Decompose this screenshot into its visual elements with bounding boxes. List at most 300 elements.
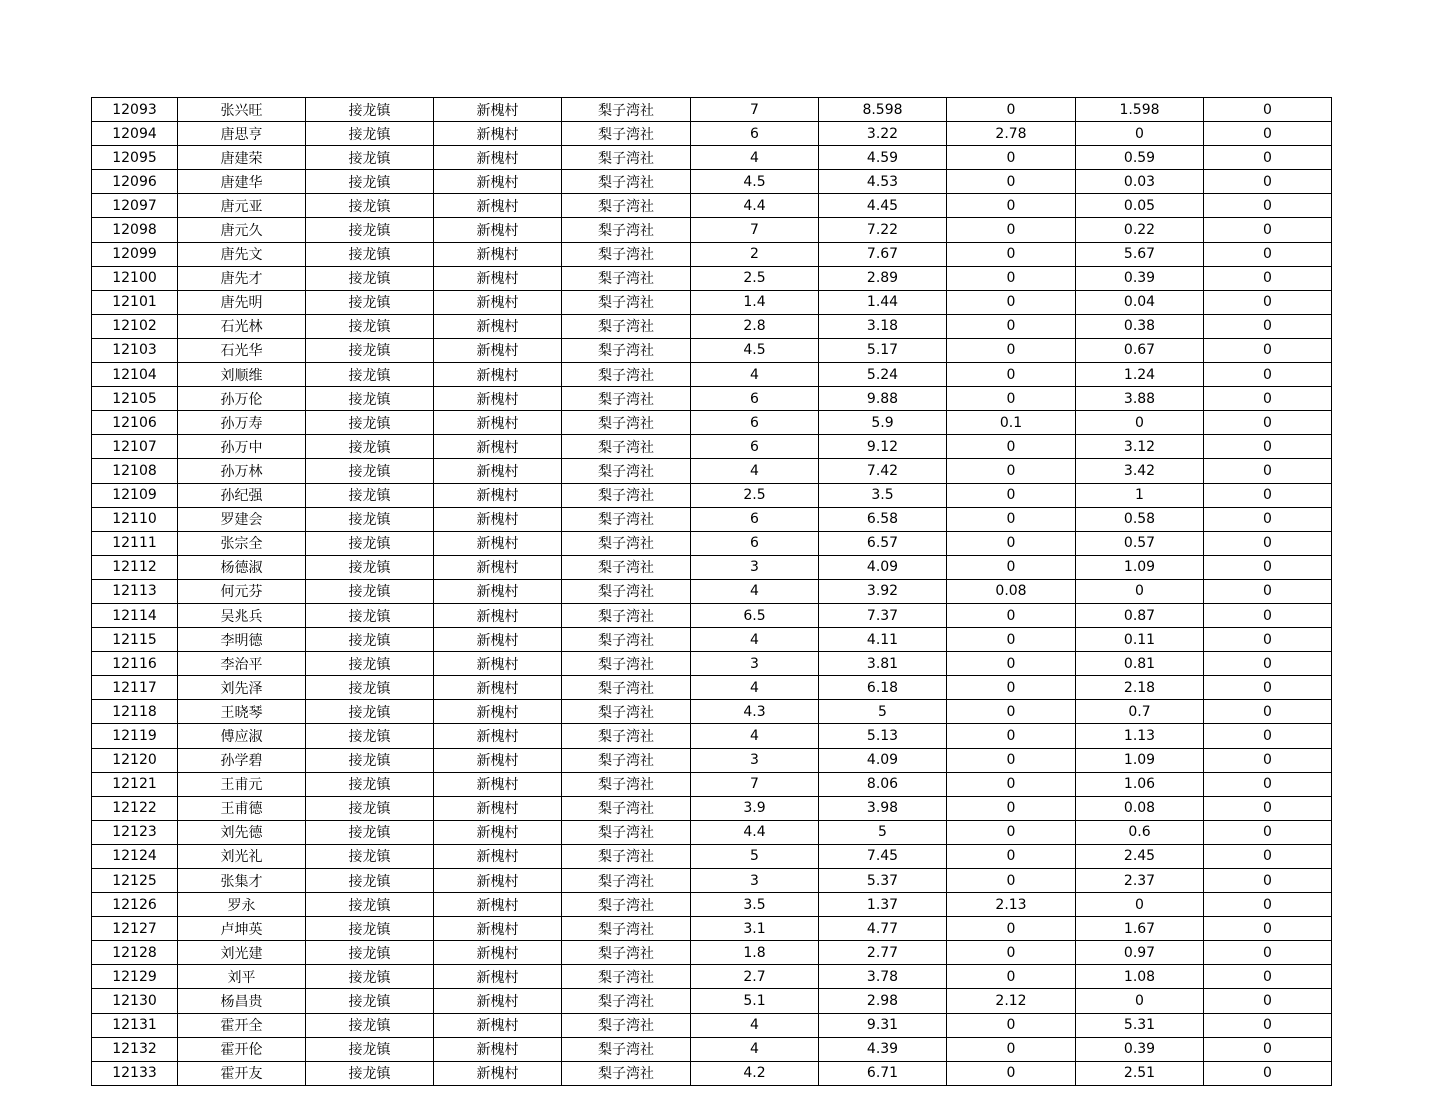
value-c-cell: 0 [947, 917, 1076, 941]
value-e-cell: 0 [1204, 314, 1332, 338]
name-cell: 孙万中 [178, 435, 306, 459]
value-a-cell: 6 [691, 531, 819, 555]
value-d-cell: 1.13 [1076, 724, 1204, 748]
group-cell: 梨子湾社 [562, 989, 691, 1013]
name-cell: 罗永 [178, 893, 306, 917]
value-c-cell: 2.13 [947, 893, 1076, 917]
town-cell: 接龙镇 [306, 676, 434, 700]
value-d-cell: 2.37 [1076, 869, 1204, 893]
village-cell: 新槐村 [434, 122, 562, 146]
value-e-cell: 0 [1204, 1037, 1332, 1061]
value-c-cell: 0 [947, 290, 1076, 314]
name-cell: 唐先文 [178, 242, 306, 266]
table-row [92, 483, 1332, 507]
value-c-cell: 0 [947, 435, 1076, 459]
name-cell: 何元芬 [178, 579, 306, 603]
value-d-cell: 1.06 [1076, 772, 1204, 796]
id-cell: 12112 [92, 555, 178, 579]
data-table [91, 97, 1332, 1086]
town-cell: 接龙镇 [306, 314, 434, 338]
id-cell: 12132 [92, 1037, 178, 1061]
village-cell: 新槐村 [434, 218, 562, 242]
town-cell: 接龙镇 [306, 98, 434, 122]
value-d-cell: 0 [1076, 122, 1204, 146]
village-cell: 新槐村 [434, 194, 562, 218]
name-cell: 唐先明 [178, 290, 306, 314]
name-cell: 孙纪强 [178, 483, 306, 507]
value-d-cell: 0.22 [1076, 218, 1204, 242]
group-cell: 梨子湾社 [562, 194, 691, 218]
village-cell: 新槐村 [434, 941, 562, 965]
group-cell: 梨子湾社 [562, 1013, 691, 1037]
name-cell: 唐元亚 [178, 194, 306, 218]
value-c-cell: 0 [947, 194, 1076, 218]
name-cell: 石光华 [178, 338, 306, 362]
value-c-cell: 0 [947, 748, 1076, 772]
town-cell: 接龙镇 [306, 146, 434, 170]
value-c-cell: 0 [947, 628, 1076, 652]
value-c-cell: 0 [947, 98, 1076, 122]
value-b-cell: 4.11 [819, 628, 947, 652]
value-d-cell: 0.59 [1076, 146, 1204, 170]
village-cell: 新槐村 [434, 146, 562, 170]
table-row [92, 820, 1332, 844]
value-d-cell: 1.24 [1076, 363, 1204, 387]
value-c-cell: 2.78 [947, 122, 1076, 146]
value-d-cell: 0.03 [1076, 170, 1204, 194]
value-a-cell: 4.2 [691, 1061, 819, 1085]
village-cell: 新槐村 [434, 869, 562, 893]
value-e-cell: 0 [1204, 266, 1332, 290]
name-cell: 王甫元 [178, 772, 306, 796]
value-b-cell: 4.09 [819, 748, 947, 772]
group-cell: 梨子湾社 [562, 796, 691, 820]
name-cell: 刘先泽 [178, 676, 306, 700]
name-cell: 傅应淑 [178, 724, 306, 748]
town-cell: 接龙镇 [306, 122, 434, 146]
name-cell: 刘先德 [178, 820, 306, 844]
value-e-cell: 0 [1204, 555, 1332, 579]
value-d-cell: 3.42 [1076, 459, 1204, 483]
group-cell: 梨子湾社 [562, 459, 691, 483]
village-cell: 新槐村 [434, 796, 562, 820]
table-row [92, 435, 1332, 459]
table-row [92, 869, 1332, 893]
town-cell: 接龙镇 [306, 1037, 434, 1061]
id-cell: 12097 [92, 194, 178, 218]
town-cell: 接龙镇 [306, 290, 434, 314]
table-row [92, 387, 1332, 411]
value-b-cell: 1.37 [819, 893, 947, 917]
table-row [92, 772, 1332, 796]
town-cell: 接龙镇 [306, 218, 434, 242]
value-c-cell: 0 [947, 266, 1076, 290]
value-b-cell: 3.22 [819, 122, 947, 146]
group-cell: 梨子湾社 [562, 676, 691, 700]
group-cell: 梨子湾社 [562, 1061, 691, 1085]
value-c-cell: 0 [947, 820, 1076, 844]
value-c-cell: 2.12 [947, 989, 1076, 1013]
village-cell: 新槐村 [434, 820, 562, 844]
value-e-cell: 0 [1204, 869, 1332, 893]
id-cell: 12095 [92, 146, 178, 170]
table-row [92, 531, 1332, 555]
value-a-cell: 7 [691, 98, 819, 122]
value-a-cell: 7 [691, 772, 819, 796]
table-row [92, 459, 1332, 483]
village-cell: 新槐村 [434, 844, 562, 868]
value-b-cell: 2.77 [819, 941, 947, 965]
value-b-cell: 9.88 [819, 387, 947, 411]
value-e-cell: 0 [1204, 1013, 1332, 1037]
village-cell: 新槐村 [434, 363, 562, 387]
value-d-cell: 2.45 [1076, 844, 1204, 868]
value-b-cell: 3.18 [819, 314, 947, 338]
village-cell: 新槐村 [434, 965, 562, 989]
value-e-cell: 0 [1204, 941, 1332, 965]
value-b-cell: 4.09 [819, 555, 947, 579]
value-c-cell: 0 [947, 507, 1076, 531]
name-cell: 刘平 [178, 965, 306, 989]
town-cell: 接龙镇 [306, 603, 434, 627]
group-cell: 梨子湾社 [562, 965, 691, 989]
group-cell: 梨子湾社 [562, 218, 691, 242]
table-row [92, 314, 1332, 338]
id-cell: 12119 [92, 724, 178, 748]
group-cell: 梨子湾社 [562, 435, 691, 459]
town-cell: 接龙镇 [306, 170, 434, 194]
group-cell: 梨子湾社 [562, 917, 691, 941]
value-c-cell: 0 [947, 724, 1076, 748]
value-a-cell: 2 [691, 242, 819, 266]
town-cell: 接龙镇 [306, 579, 434, 603]
village-cell: 新槐村 [434, 603, 562, 627]
value-c-cell: 0 [947, 483, 1076, 507]
town-cell: 接龙镇 [306, 820, 434, 844]
value-a-cell: 3.1 [691, 917, 819, 941]
value-d-cell: 0.58 [1076, 507, 1204, 531]
id-cell: 12094 [92, 122, 178, 146]
value-e-cell: 0 [1204, 700, 1332, 724]
value-b-cell: 9.12 [819, 435, 947, 459]
value-c-cell: 0 [947, 555, 1076, 579]
value-e-cell: 0 [1204, 146, 1332, 170]
value-a-cell: 3.5 [691, 893, 819, 917]
town-cell: 接龙镇 [306, 459, 434, 483]
value-a-cell: 6 [691, 507, 819, 531]
name-cell: 霍开友 [178, 1061, 306, 1085]
village-cell: 新槐村 [434, 435, 562, 459]
name-cell: 吴兆兵 [178, 603, 306, 627]
table-row [92, 555, 1332, 579]
name-cell: 杨昌贵 [178, 989, 306, 1013]
id-cell: 12113 [92, 579, 178, 603]
id-cell: 12109 [92, 483, 178, 507]
value-a-cell: 4 [691, 628, 819, 652]
id-cell: 12102 [92, 314, 178, 338]
value-e-cell: 0 [1204, 435, 1332, 459]
id-cell: 12118 [92, 700, 178, 724]
id-cell: 12122 [92, 796, 178, 820]
group-cell: 梨子湾社 [562, 820, 691, 844]
value-e-cell: 0 [1204, 796, 1332, 820]
group-cell: 梨子湾社 [562, 531, 691, 555]
name-cell: 霍开全 [178, 1013, 306, 1037]
table-row [92, 507, 1332, 531]
id-cell: 12104 [92, 363, 178, 387]
value-e-cell: 0 [1204, 893, 1332, 917]
village-cell: 新槐村 [434, 459, 562, 483]
value-e-cell: 0 [1204, 290, 1332, 314]
table-row [92, 411, 1332, 435]
group-cell: 梨子湾社 [562, 628, 691, 652]
value-d-cell: 0.05 [1076, 194, 1204, 218]
value-e-cell: 0 [1204, 170, 1332, 194]
value-d-cell: 0.57 [1076, 531, 1204, 555]
value-a-cell: 4 [691, 676, 819, 700]
name-cell: 张集才 [178, 869, 306, 893]
value-e-cell: 0 [1204, 772, 1332, 796]
table-row [92, 290, 1332, 314]
name-cell: 张兴旺 [178, 98, 306, 122]
value-d-cell: 2.18 [1076, 676, 1204, 700]
table-row [92, 652, 1332, 676]
value-b-cell: 3.81 [819, 652, 947, 676]
id-cell: 12108 [92, 459, 178, 483]
town-cell: 接龙镇 [306, 700, 434, 724]
table-row [92, 989, 1332, 1013]
village-cell: 新槐村 [434, 338, 562, 362]
value-a-cell: 4.4 [691, 820, 819, 844]
table-row [92, 893, 1332, 917]
value-b-cell: 4.45 [819, 194, 947, 218]
value-e-cell: 0 [1204, 676, 1332, 700]
value-a-cell: 7 [691, 218, 819, 242]
village-cell: 新槐村 [434, 290, 562, 314]
value-b-cell: 9.31 [819, 1013, 947, 1037]
value-a-cell: 6 [691, 122, 819, 146]
id-cell: 12103 [92, 338, 178, 362]
value-e-cell: 0 [1204, 98, 1332, 122]
value-e-cell: 0 [1204, 628, 1332, 652]
value-d-cell: 0.11 [1076, 628, 1204, 652]
value-e-cell: 0 [1204, 387, 1332, 411]
name-cell: 王晓琴 [178, 700, 306, 724]
id-cell: 12124 [92, 844, 178, 868]
table-row [92, 1037, 1332, 1061]
town-cell: 接龙镇 [306, 772, 434, 796]
value-e-cell: 0 [1204, 603, 1332, 627]
value-d-cell: 0.67 [1076, 338, 1204, 362]
value-a-cell: 2.7 [691, 965, 819, 989]
value-c-cell: 0.1 [947, 411, 1076, 435]
value-b-cell: 4.59 [819, 146, 947, 170]
value-b-cell: 5.13 [819, 724, 947, 748]
value-a-cell: 1.8 [691, 941, 819, 965]
village-cell: 新槐村 [434, 1061, 562, 1085]
value-d-cell: 0.87 [1076, 603, 1204, 627]
value-c-cell: 0 [947, 965, 1076, 989]
id-cell: 12106 [92, 411, 178, 435]
value-c-cell: 0 [947, 869, 1076, 893]
name-cell: 张宗全 [178, 531, 306, 555]
value-a-cell: 4.5 [691, 338, 819, 362]
id-cell: 12126 [92, 893, 178, 917]
value-b-cell: 7.45 [819, 844, 947, 868]
town-cell: 接龙镇 [306, 628, 434, 652]
value-b-cell: 2.98 [819, 989, 947, 1013]
value-a-cell: 6 [691, 387, 819, 411]
value-d-cell: 0.04 [1076, 290, 1204, 314]
value-e-cell: 0 [1204, 218, 1332, 242]
table-row [92, 122, 1332, 146]
value-b-cell: 5.17 [819, 338, 947, 362]
value-a-cell: 2.8 [691, 314, 819, 338]
village-cell: 新槐村 [434, 1013, 562, 1037]
value-d-cell: 1 [1076, 483, 1204, 507]
value-b-cell: 3.92 [819, 579, 947, 603]
table-row [92, 1013, 1332, 1037]
town-cell: 接龙镇 [306, 555, 434, 579]
id-cell: 12099 [92, 242, 178, 266]
village-cell: 新槐村 [434, 266, 562, 290]
group-cell: 梨子湾社 [562, 266, 691, 290]
town-cell: 接龙镇 [306, 989, 434, 1013]
table-row [92, 724, 1332, 748]
table-row [92, 700, 1332, 724]
value-c-cell: 0 [947, 700, 1076, 724]
value-d-cell: 1.09 [1076, 748, 1204, 772]
value-a-cell: 6.5 [691, 603, 819, 627]
id-cell: 12131 [92, 1013, 178, 1037]
id-cell: 12107 [92, 435, 178, 459]
value-c-cell: 0 [947, 941, 1076, 965]
value-a-cell: 6 [691, 435, 819, 459]
name-cell: 唐建荣 [178, 146, 306, 170]
value-a-cell: 4 [691, 459, 819, 483]
value-d-cell: 0.6 [1076, 820, 1204, 844]
id-cell: 12116 [92, 652, 178, 676]
group-cell: 梨子湾社 [562, 652, 691, 676]
id-cell: 12127 [92, 917, 178, 941]
value-e-cell: 0 [1204, 459, 1332, 483]
value-b-cell: 6.58 [819, 507, 947, 531]
town-cell: 接龙镇 [306, 844, 434, 868]
value-c-cell: 0 [947, 242, 1076, 266]
value-b-cell: 5.9 [819, 411, 947, 435]
village-cell: 新槐村 [434, 579, 562, 603]
value-a-cell: 3 [691, 652, 819, 676]
value-e-cell: 0 [1204, 483, 1332, 507]
value-d-cell: 0 [1076, 579, 1204, 603]
value-a-cell: 4 [691, 724, 819, 748]
name-cell: 唐元久 [178, 218, 306, 242]
value-b-cell: 4.77 [819, 917, 947, 941]
value-d-cell: 0.97 [1076, 941, 1204, 965]
table-row [92, 603, 1332, 627]
value-c-cell: 0 [947, 459, 1076, 483]
id-cell: 12123 [92, 820, 178, 844]
value-e-cell: 0 [1204, 194, 1332, 218]
group-cell: 梨子湾社 [562, 1037, 691, 1061]
value-e-cell: 0 [1204, 363, 1332, 387]
id-cell: 12105 [92, 387, 178, 411]
value-d-cell: 1.08 [1076, 965, 1204, 989]
value-c-cell: 0 [947, 170, 1076, 194]
value-b-cell: 8.598 [819, 98, 947, 122]
table-body [92, 98, 1332, 1086]
value-a-cell: 4.4 [691, 194, 819, 218]
table-row [92, 338, 1332, 362]
group-cell: 梨子湾社 [562, 338, 691, 362]
value-c-cell: 0 [947, 676, 1076, 700]
town-cell: 接龙镇 [306, 266, 434, 290]
group-cell: 梨子湾社 [562, 387, 691, 411]
table-row [92, 676, 1332, 700]
name-cell: 孙万寿 [178, 411, 306, 435]
id-cell: 12100 [92, 266, 178, 290]
group-cell: 梨子湾社 [562, 941, 691, 965]
table-row [92, 170, 1332, 194]
table-row [92, 1061, 1332, 1085]
id-cell: 12115 [92, 628, 178, 652]
group-cell: 梨子湾社 [562, 555, 691, 579]
value-d-cell: 2.51 [1076, 1061, 1204, 1085]
town-cell: 接龙镇 [306, 652, 434, 676]
value-c-cell: 0 [947, 1013, 1076, 1037]
name-cell: 刘顺维 [178, 363, 306, 387]
value-e-cell: 0 [1204, 242, 1332, 266]
value-d-cell: 1.67 [1076, 917, 1204, 941]
town-cell: 接龙镇 [306, 869, 434, 893]
value-a-cell: 3 [691, 555, 819, 579]
value-d-cell: 3.12 [1076, 435, 1204, 459]
name-cell: 唐先才 [178, 266, 306, 290]
value-d-cell: 0.7 [1076, 700, 1204, 724]
village-cell: 新槐村 [434, 387, 562, 411]
value-e-cell: 0 [1204, 122, 1332, 146]
table-row [92, 266, 1332, 290]
village-cell: 新槐村 [434, 1037, 562, 1061]
value-e-cell: 0 [1204, 507, 1332, 531]
village-cell: 新槐村 [434, 989, 562, 1013]
village-cell: 新槐村 [434, 411, 562, 435]
name-cell: 王甫德 [178, 796, 306, 820]
group-cell: 梨子湾社 [562, 748, 691, 772]
table-row [92, 363, 1332, 387]
value-c-cell: 0 [947, 1061, 1076, 1085]
group-cell: 梨子湾社 [562, 363, 691, 387]
value-d-cell: 0 [1076, 893, 1204, 917]
value-d-cell: 0.39 [1076, 266, 1204, 290]
value-e-cell: 0 [1204, 724, 1332, 748]
table-row [92, 579, 1332, 603]
value-c-cell: 0 [947, 772, 1076, 796]
table-row [92, 146, 1332, 170]
value-a-cell: 3 [691, 869, 819, 893]
town-cell: 接龙镇 [306, 531, 434, 555]
value-e-cell: 0 [1204, 820, 1332, 844]
group-cell: 梨子湾社 [562, 146, 691, 170]
town-cell: 接龙镇 [306, 435, 434, 459]
town-cell: 接龙镇 [306, 194, 434, 218]
value-a-cell: 4 [691, 146, 819, 170]
value-c-cell: 0 [947, 363, 1076, 387]
name-cell: 卢坤英 [178, 917, 306, 941]
value-c-cell: 0 [947, 652, 1076, 676]
group-cell: 梨子湾社 [562, 507, 691, 531]
value-d-cell: 1.598 [1076, 98, 1204, 122]
